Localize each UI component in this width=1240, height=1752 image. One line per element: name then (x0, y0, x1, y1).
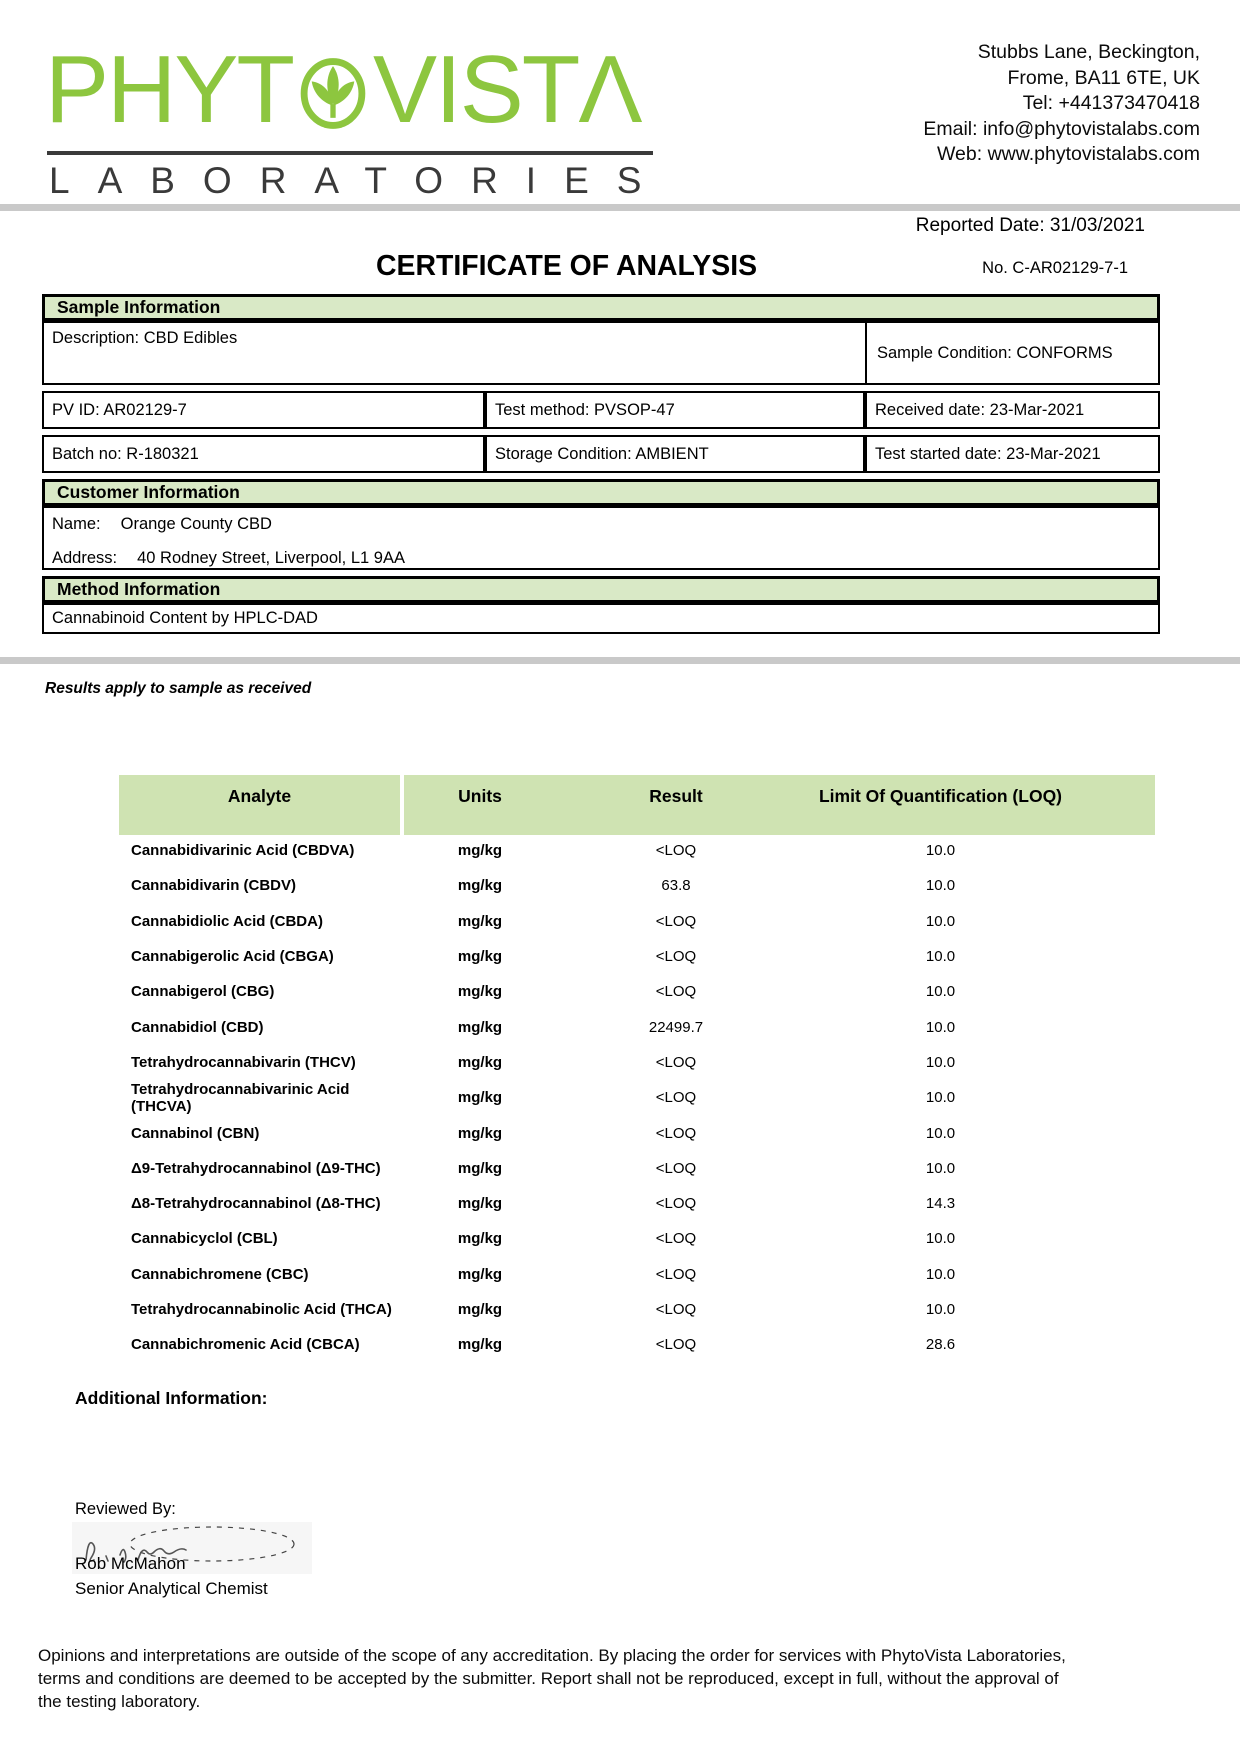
column-header-loq: Limit Of Quantification (LOQ) (818, 786, 1063, 806)
reported-date: Reported Date: 31/03/2021 (915, 215, 1145, 236)
logo-text-lambda: Λ (578, 36, 641, 143)
web-line: Web: www.phytovistalabs.com (937, 143, 1200, 165)
units-value: mg/kg (457, 1053, 503, 1071)
table-row (119, 939, 1155, 974)
result-value: <LOQ (655, 1195, 697, 1213)
loq-value: 10.0 (925, 1124, 956, 1142)
customer-name-value: Orange County CBD (120, 515, 272, 533)
column-header-analyte: Analyte (119, 775, 400, 835)
units-value: mg/kg (457, 1336, 503, 1354)
units-value: mg/kg (457, 1018, 503, 1036)
customer-address-row (52, 549, 1150, 568)
result-value: <LOQ (655, 1336, 697, 1354)
table-row (119, 1115, 1155, 1150)
result-value: <LOQ (655, 1124, 697, 1142)
loq-value: 10.0 (925, 877, 956, 895)
result-value: <LOQ (655, 983, 697, 1001)
result-value: 22499.7 (648, 1018, 704, 1036)
loq-value: 10.0 (925, 983, 956, 1001)
units-value: mg/kg (457, 1195, 503, 1213)
units-value: mg/kg (457, 948, 503, 966)
loq-value: 10.0 (925, 1230, 956, 1248)
storage-condition-value: Storage Condition: AMBIENT (495, 444, 709, 463)
section-sample-information (42, 294, 1160, 321)
method-cell (42, 603, 1160, 634)
test-started-date-value: Test started date: 23-Mar-2021 (875, 444, 1101, 463)
loq-value: 10.0 (925, 1159, 956, 1177)
report-number: No. C-AR02129-7-1 (982, 259, 1128, 277)
result-value: <LOQ (655, 1053, 697, 1071)
units-value: mg/kg (457, 1089, 503, 1107)
loq-value: 10.0 (925, 1265, 956, 1283)
result-value: <LOQ (655, 1159, 697, 1177)
table-row (119, 1045, 1155, 1080)
section-method-information (42, 576, 1160, 603)
batch-no-cell (42, 435, 485, 473)
analyte-name: Tetrahydrocannabinolic Acid (THCA) (131, 1301, 392, 1318)
analyte-name: Cannabidivarin (CBDV) (131, 877, 297, 895)
phytovista-logo (45, 36, 641, 143)
table-row (119, 1186, 1155, 1221)
leaf-icon (295, 54, 371, 130)
result-value: <LOQ (655, 912, 697, 930)
test-started-date-cell (865, 435, 1160, 473)
logo-divider (47, 151, 653, 155)
analyte-name: Cannabigerolic Acid (CBGA) (131, 948, 334, 966)
table-row (119, 1009, 1155, 1044)
logo-text-right: VIST (373, 36, 579, 143)
table-row (119, 1257, 1155, 1292)
footer-line-2: terms and conditions are deemed to be accepted by the submitter. Report shall not be reproduced, except in full, without the approval of (38, 1669, 1059, 1688)
results-note: Results apply to sample as received (45, 680, 312, 697)
units-value: mg/kg (457, 842, 503, 860)
loq-value: 28.6 (925, 1336, 956, 1354)
result-value: <LOQ (655, 948, 697, 966)
table-row (119, 1221, 1155, 1256)
analyte-name: Cannabigerol (CBG) (131, 983, 275, 1001)
analyte-name: Cannabinol (CBN) (131, 1124, 260, 1142)
received-date-value: Received date: 23-Mar-2021 (875, 400, 1085, 419)
analyte-name: Tetrahydrocannabivarin (THCV) (131, 1053, 356, 1071)
loq-value: 10.0 (925, 948, 956, 966)
results-table-header (119, 775, 1155, 835)
description-value: Description: CBD Edibles (52, 329, 238, 347)
result-value: <LOQ (655, 1230, 697, 1248)
header-divider (0, 204, 1240, 211)
analyte-name: Cannabichromenic Acid (CBCA) (131, 1336, 360, 1354)
units-value: mg/kg (457, 983, 503, 1001)
storage-condition-cell (485, 435, 865, 473)
sample-condition-cell (865, 321, 1160, 385)
reviewer-title: Senior Analytical Chemist (75, 1579, 268, 1598)
section-title: Customer Information (57, 482, 240, 502)
column-header-units: Units (458, 786, 502, 806)
table-row (119, 904, 1155, 939)
loq-value: 10.0 (925, 1089, 956, 1107)
table-row (119, 1151, 1155, 1186)
result-value: <LOQ (655, 1265, 697, 1283)
method-value: Cannabinoid Content by HPLC-DAD (52, 609, 318, 627)
analyte-name: Cannabidiolic Acid (CBDA) (131, 912, 323, 930)
analyte-name: Δ8-Tetrahydrocannabinol (Δ8-THC) (131, 1195, 381, 1213)
lab-contact-block (923, 40, 1200, 168)
reviewer-name: Rob McMahon (75, 1554, 186, 1573)
test-method-cell (485, 391, 865, 429)
table-row (119, 1080, 1155, 1115)
customer-address-value: 40 Rodney Street, Liverpool, L1 9AA (137, 549, 405, 567)
analyte-name: Cannabicyclol (CBL) (131, 1230, 278, 1248)
customer-details-cell (42, 506, 1160, 570)
pv-id-value: PV ID: AR02129-7 (52, 400, 187, 419)
result-value: 63.8 (661, 877, 691, 895)
customer-name-label: Name: (52, 515, 101, 533)
customer-name-row (52, 515, 1150, 534)
additional-information-label: Additional Information: (75, 1388, 268, 1408)
page-title: CERTIFICATE OF ANALYSIS (376, 250, 758, 282)
table-row (119, 1327, 1155, 1362)
loq-value: 10.0 (925, 1053, 956, 1071)
loq-value: 10.0 (925, 842, 956, 860)
footer-line-3: the testing laboratory. (38, 1692, 201, 1711)
result-value: <LOQ (655, 1301, 697, 1318)
result-value: <LOQ (655, 842, 697, 860)
analyte-name: Cannabidiol (CBD) (131, 1018, 264, 1036)
logo-subtitle: LABORATORIES (49, 160, 670, 201)
received-date-cell (865, 391, 1160, 429)
units-value: mg/kg (457, 877, 503, 895)
footer-line-1: Opinions and interpretations are outside of the scope of any accreditation. By placing the order for services with PhytoVista Laboratories, (38, 1646, 1066, 1665)
customer-address-label: Address: (52, 549, 118, 567)
table-row (119, 868, 1155, 903)
analyte-name: Tetrahydrocannabivarinic Acid (THCVA) (131, 1080, 350, 1115)
address-line-2: Frome, BA11 6TE, UK (1007, 66, 1200, 89)
address-line-1: Stubbs Lane, Beckington, (977, 41, 1200, 63)
sample-condition-value: Sample Condition: CONFORMS (877, 343, 1113, 362)
section-title: Sample Information (57, 297, 221, 317)
loq-value: 10.0 (925, 1018, 956, 1036)
loq-value: 10.0 (925, 1301, 956, 1318)
logo-text-left: PHYT (45, 36, 294, 143)
reviewed-by-label: Reviewed By: (75, 1500, 176, 1518)
section-customer-information (42, 479, 1160, 506)
section-title: Method Information (57, 579, 221, 599)
description-cell (42, 321, 867, 385)
test-method-value: Test method: PVSOP-47 (495, 400, 675, 419)
column-header-group (404, 775, 1155, 835)
units-value: mg/kg (457, 1159, 503, 1177)
table-row (119, 1292, 1155, 1327)
loq-value: 14.3 (925, 1195, 956, 1213)
units-value: mg/kg (457, 1230, 503, 1248)
column-header-result: Result (649, 786, 703, 806)
units-value: mg/kg (457, 1301, 503, 1318)
units-value: mg/kg (457, 1124, 503, 1142)
table-row (119, 974, 1155, 1009)
analyte-name: Cannabichromene (CBC) (131, 1265, 309, 1283)
results-divider (0, 657, 1240, 664)
pv-id-cell (42, 391, 485, 429)
phone-line: Tel: +441373470418 (1022, 92, 1200, 114)
loq-value: 10.0 (925, 912, 956, 930)
footer-disclaimer (38, 1644, 1213, 1713)
results-table-body (119, 833, 1155, 1362)
analyte-name: Cannabidivarinic Acid (CBDVA) (131, 842, 355, 860)
email-line: Email: info@phytovistalabs.com (923, 117, 1200, 140)
table-row (119, 833, 1155, 868)
units-value: mg/kg (457, 1265, 503, 1283)
batch-no-value: Batch no: R-180321 (52, 444, 199, 463)
analyte-name: Δ9-Tetrahydrocannabinol (Δ9-THC) (131, 1159, 381, 1177)
result-value: <LOQ (655, 1089, 697, 1107)
units-value: mg/kg (457, 912, 503, 930)
